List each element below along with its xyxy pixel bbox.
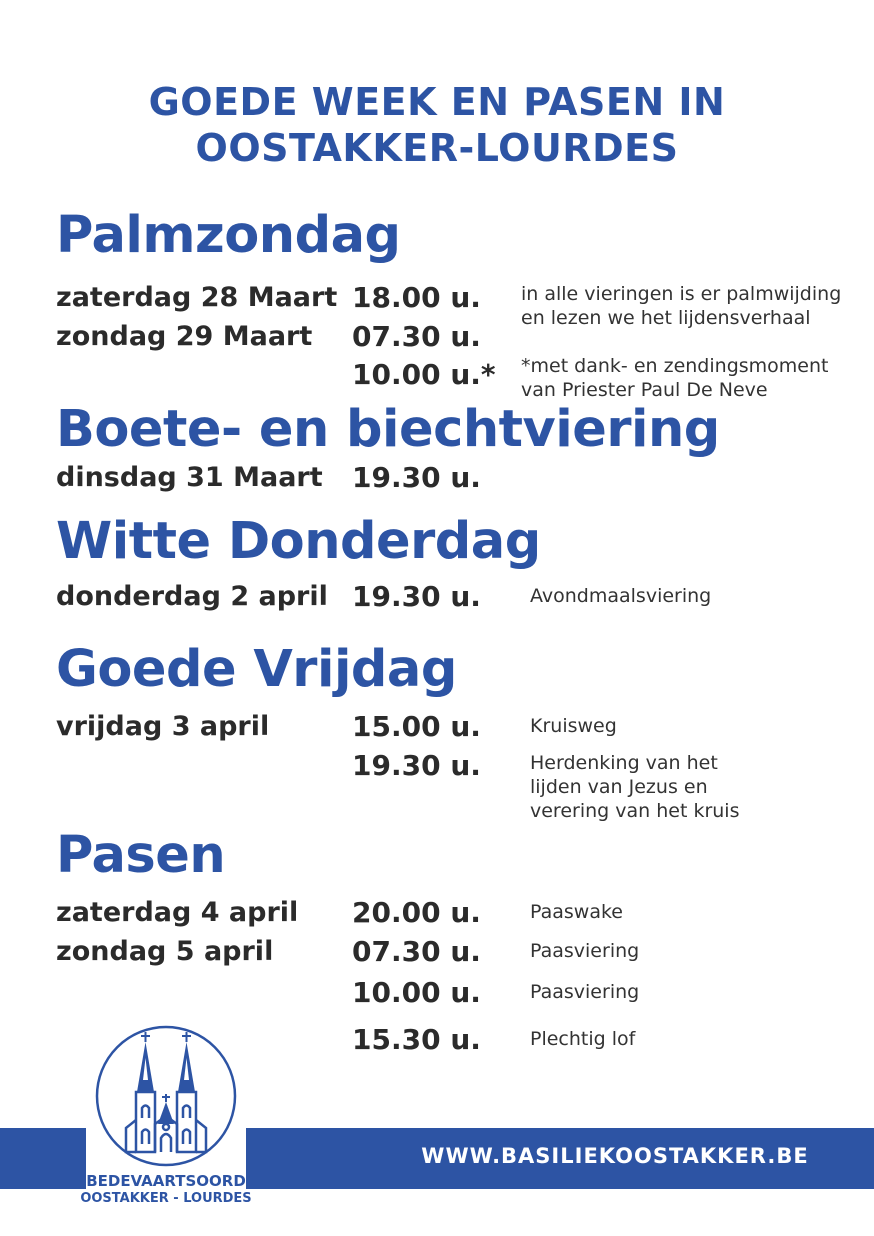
pasen-time-3: 10.00 u. (352, 976, 481, 1009)
palmzondag-note-4: van Priester Paul De Neve (521, 379, 768, 401)
pasen-time-2: 07.30 u. (352, 935, 481, 968)
goede-vrijdag-note-4: verering van het kruis (530, 800, 740, 822)
section-heading-pasen: Pasen (56, 826, 226, 885)
pasen-note-1: Paaswake (530, 901, 623, 923)
goede-vrijdag-time-1: 15.00 u. (352, 710, 481, 743)
palmzondag-time-1: 18.00 u. (352, 281, 481, 314)
logo-text-oostakker-lourdes: OOSTAKKER - LOURDES (80, 1191, 252, 1206)
pasen-note-3: Paasviering (530, 981, 640, 1003)
poster-title-line-2: OOSTAKKER-LOURDES (195, 126, 679, 170)
palmzondag-note-3: *met dank- en zendingsmoment (521, 355, 829, 377)
palmzondag-time-2: 07.30 u. (352, 320, 481, 353)
pasen-time-4: 15.30 u. (352, 1023, 481, 1056)
goede-vrijdag-note-2: Herdenking van het (530, 752, 718, 774)
pasen-time-1: 20.00 u. (352, 896, 481, 929)
pasen-note-2: Paasviering (530, 940, 640, 962)
biechtviering-time-1: 19.30 u. (352, 461, 481, 494)
section-heading-palmzondag: Palmzondag (56, 206, 401, 265)
goede-vrijdag-time-2: 19.30 u. (352, 749, 481, 782)
palmzondag-note-2: en lezen we het lijdensverhaal (521, 307, 811, 329)
goede-vrijdag-note-1: Kruisweg (530, 715, 617, 737)
pasen-date-2: zondag 5 april (56, 936, 274, 967)
palmzondag-date-2: zondag 29 Maart (56, 321, 313, 352)
logo-text-bedevaartsoord: BEDEVAARTSOORD (86, 1172, 246, 1190)
basilica-icon (94, 1024, 238, 1168)
palmzondag-date-1: zaterdag 28 Maart (56, 282, 338, 313)
biechtviering-date-1: dinsdag 31 Maart (56, 462, 323, 493)
witte-donderdag-time-1: 19.30 u. (352, 580, 481, 613)
pasen-note-4: Plechtig lof (530, 1028, 636, 1050)
section-heading-goede-vrijdag: Goede Vrijdag (56, 640, 457, 699)
witte-donderdag-note-1: Avondmaalsviering (530, 585, 712, 607)
pasen-date-1: zaterdag 4 april (56, 897, 299, 928)
section-heading-witte-donderdag: Witte Donderdag (56, 512, 541, 571)
goede-vrijdag-date-1: vrijdag 3 april (56, 711, 270, 742)
poster-title-line-1: GOEDE WEEK EN PASEN IN (148, 80, 726, 124)
goede-vrijdag-note-3: lijden van Jezus en (530, 776, 708, 798)
palmzondag-time-3: 10.00 u.* (352, 358, 496, 391)
palmzondag-note-1: in alle vieringen is er palmwijding (521, 283, 842, 305)
section-heading-boete-en-biechtviering: Boete- en biechtviering (56, 400, 720, 459)
witte-donderdag-date-1: donderdag 2 april (56, 581, 328, 612)
website-link[interactable]: WWW.BASILIEKOOSTAKKER.BE (421, 1144, 809, 1168)
